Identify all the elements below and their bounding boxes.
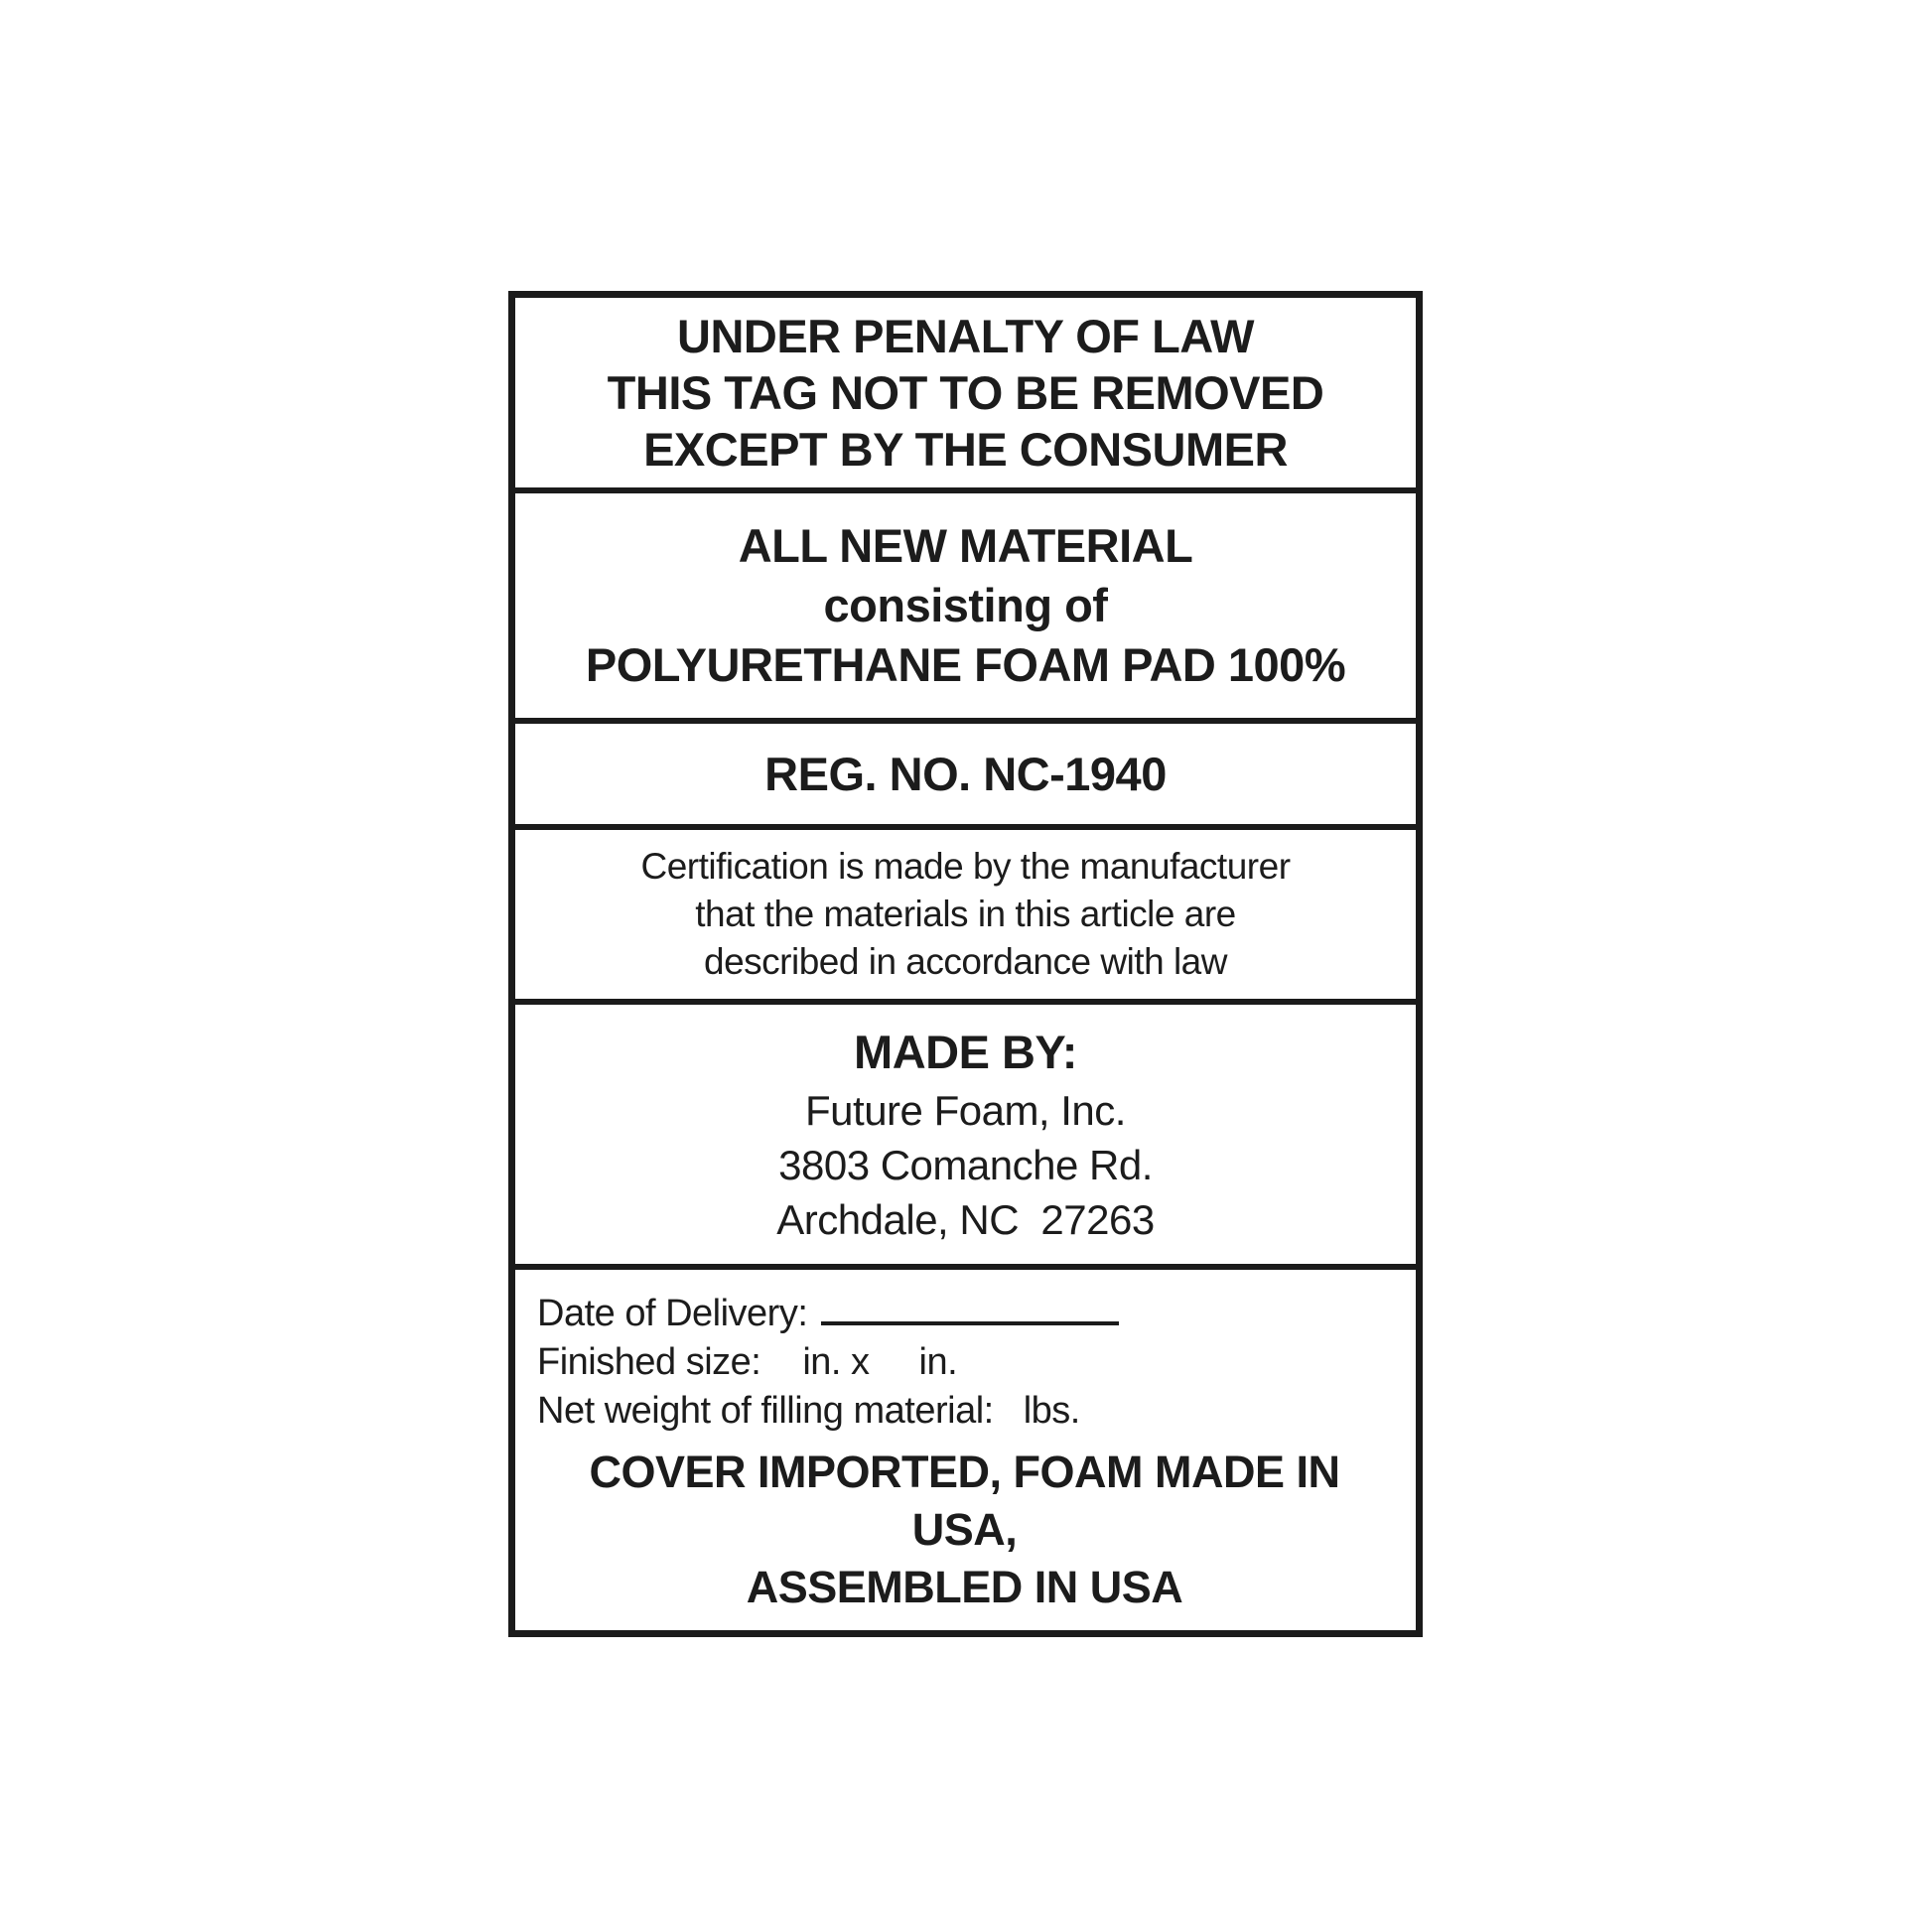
- finished-size-row: [537, 1338, 1392, 1387]
- net-weight-unit: lbs.: [1023, 1390, 1080, 1432]
- certification-section: [515, 830, 1416, 1005]
- penalty-line-1: UNDER PENALTY OF LAW: [677, 310, 1254, 362]
- date-of-delivery-label: Date of Delivery:: [537, 1293, 808, 1334]
- origin-line-2: ASSEMBLED IN USA: [746, 1562, 1183, 1612]
- date-of-delivery-row: [537, 1290, 1392, 1338]
- manufacturer-city-state-zip: Archdale, NC 27263: [776, 1196, 1155, 1243]
- penalty-notice-section: [515, 298, 1416, 493]
- made-by-section: [515, 1005, 1416, 1270]
- penalty-line-3: EXCEPT BY THE CONSUMER: [643, 423, 1288, 476]
- certification-line-1: Certification is made by the manufacturer: [640, 846, 1291, 887]
- origin-statement: [537, 1444, 1392, 1616]
- finished-size-label: Finished size:: [537, 1341, 761, 1383]
- registration-section: [515, 724, 1416, 830]
- certification-line-3: described in accordance with law: [704, 941, 1227, 982]
- details-section: [515, 1270, 1416, 1630]
- registration-number: REG. NO. NC-1940: [764, 748, 1167, 800]
- contents-line-3: POLYURETHANE FOAM PAD 100%: [585, 638, 1346, 691]
- contents-line-2: consisting of: [823, 579, 1108, 631]
- penalty-line-2: THIS TAG NOT TO BE REMOVED: [607, 366, 1324, 419]
- date-of-delivery-blank: [821, 1292, 1119, 1325]
- made-by-heading: MADE BY:: [854, 1026, 1077, 1078]
- origin-line-1: COVER IMPORTED, FOAM MADE IN USA,: [589, 1447, 1340, 1555]
- contents-section: [515, 493, 1416, 724]
- net-weight-label: Net weight of filling material:: [537, 1390, 994, 1432]
- details-spacer: [537, 1436, 1392, 1444]
- certification-line-2: that the materials in this article are: [695, 894, 1236, 934]
- law-label: [508, 291, 1423, 1637]
- manufacturer-street: 3803 Comanche Rd.: [778, 1142, 1153, 1188]
- finished-size-unit-2: in.: [918, 1341, 958, 1383]
- manufacturer-name: Future Foam, Inc.: [805, 1087, 1126, 1134]
- net-weight-row: [537, 1387, 1392, 1436]
- contents-line-1: ALL NEW MATERIAL: [738, 519, 1193, 572]
- finished-size-unit-1: in. x: [802, 1341, 870, 1383]
